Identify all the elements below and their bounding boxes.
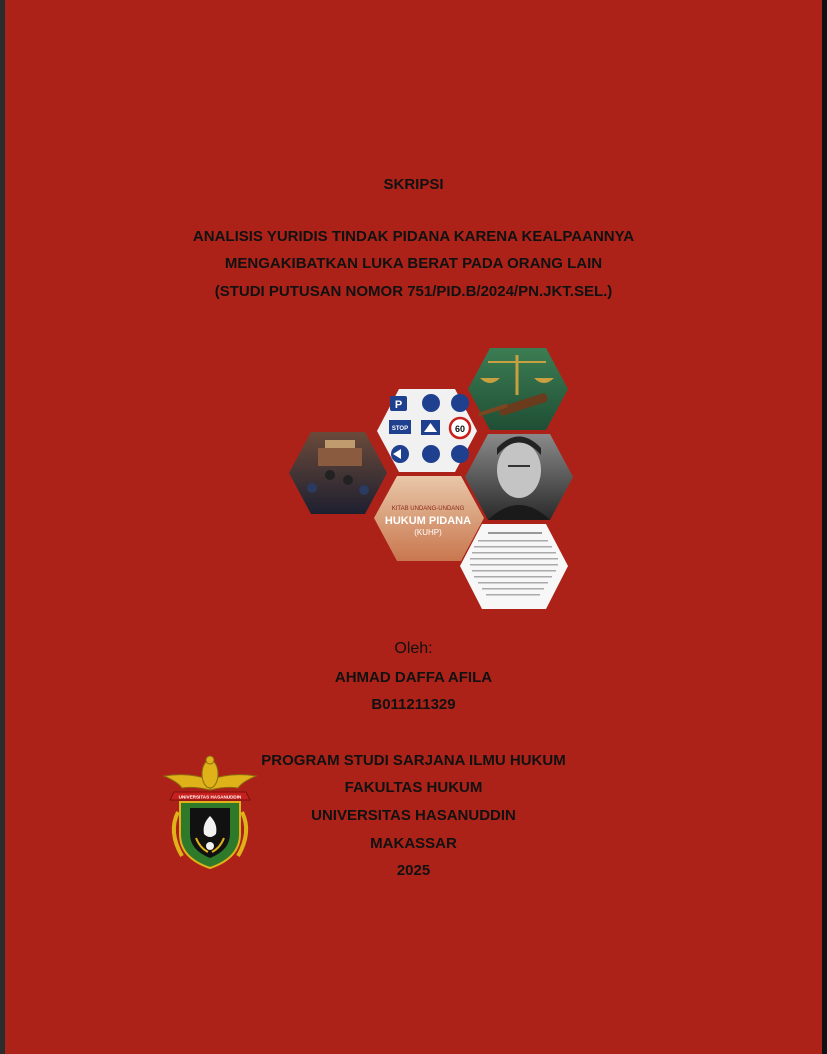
university-line: UNIVERSITAS HASANUDDIN [311,807,516,824]
author-name: AHMAD DAFFA AFILA [334,669,493,686]
city-line: MAKASSAR [370,835,457,852]
year-line: 2025 [396,862,431,879]
portrait-image [465,434,573,520]
sign-stop-text: STOP [391,426,409,432]
author-id: B011211329 [371,696,456,713]
justice-scales-image [468,348,568,430]
book-line1-text: KITAB UNDANG-UNDANG [391,506,465,512]
kuhp-book-image [374,476,484,561]
court-document-image [460,524,568,609]
sign-p-text: P [394,399,403,411]
sign-60-text: 60 [454,424,466,434]
book-title-text: HUKUM PIDANA [384,515,472,527]
document-heading: SKRIPSI [383,176,444,193]
title-line-3: (STUDI PUTUSAN NOMOR 751/PID.B/2024/PN.JKT.SEL.) [214,283,613,300]
faculty-line: FAKULTAS HUKUM [344,779,483,796]
book-sub-text: (KUHP) [414,528,442,537]
author-label: Oleh: [394,640,433,657]
courtroom-image [289,432,387,514]
program-line: PROGRAM STUDI SARJANA ILMU HUKUM [261,752,566,769]
title-line-2: MENGAKIBATKAN LUKA BERAT PADA ORANG LAIN [224,255,603,272]
traffic-signs-image [377,389,477,472]
logo-ribbon-text: UNIVERSITAS HASANUDDIN [178,794,242,800]
title-line-1: ANALISIS YURIDIS TINDAK PIDANA KARENA KEALPAANNYA [192,228,635,245]
